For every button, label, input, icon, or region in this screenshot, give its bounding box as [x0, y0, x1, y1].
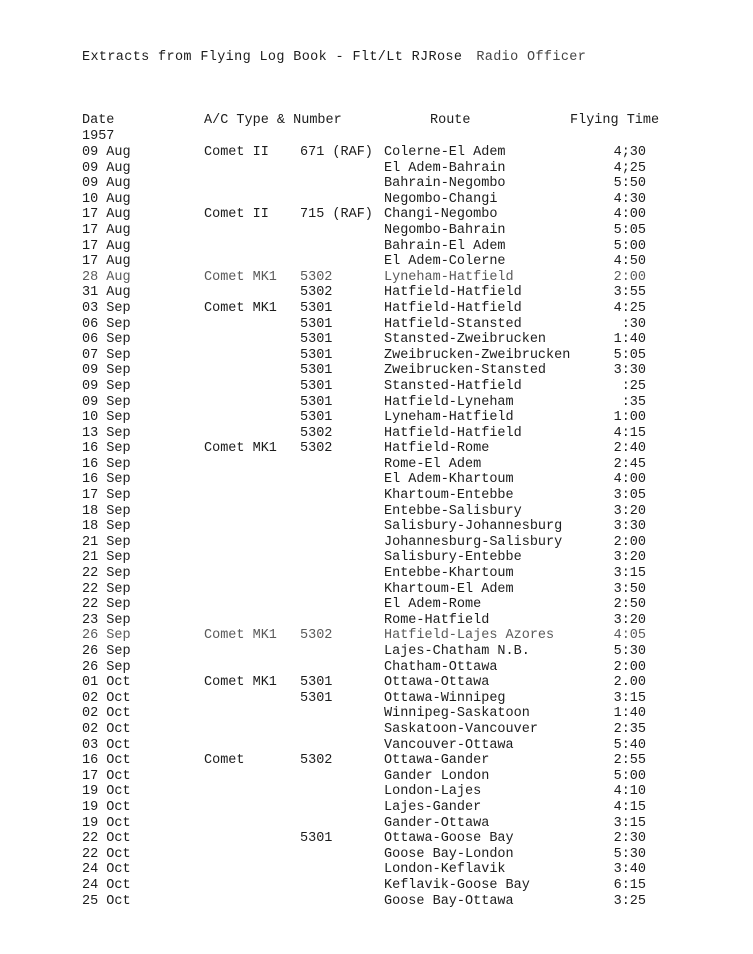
entry-flying-time: 2.00 [613, 675, 646, 691]
entry-route: Zweibrucken-Zweibrucken [384, 347, 571, 363]
entry-route: El Adem-Khartoum [384, 472, 514, 488]
entry-route: Stansted-Zweibrucken [384, 332, 547, 348]
entry-date: 02 Oct [82, 721, 131, 737]
entry-date: 23 Sep [82, 612, 131, 628]
entry-route: Goose Bay-Ottawa [384, 893, 514, 909]
log-entry-row [0, 410, 753, 426]
entry-flying-time: 4:00 [613, 207, 646, 223]
entry-date: 09 Aug [82, 145, 131, 160]
entry-flying-time: 4:15 [613, 425, 646, 441]
log-entries [0, 145, 753, 909]
entry-flying-time: 5:40 [613, 737, 646, 753]
entry-date: 10 Aug [82, 191, 131, 207]
entry-date: 06 Sep [82, 332, 131, 348]
entry-date: 17 Aug [82, 207, 131, 223]
log-entry-row [0, 644, 753, 660]
entry-aircraft-number: 5301 [300, 410, 333, 426]
entry-flying-time: 3:20 [613, 503, 646, 519]
entry-flying-time: 3:05 [613, 488, 646, 504]
log-entry-row [0, 239, 753, 255]
log-entry-row [0, 441, 753, 457]
entry-route: Zweibrucken-Stansted [384, 363, 547, 379]
entry-aircraft-type: Comet MK1 [204, 441, 277, 457]
entry-flying-time: 3:15 [613, 690, 646, 706]
entry-flying-time: 3:20 [613, 612, 646, 628]
entry-route: Rome-Hatfield [384, 612, 490, 628]
entry-route: Hatfield-Lajes Azores [384, 628, 555, 644]
entry-date: 22 Oct [82, 846, 131, 862]
entry-flying-time: 5:50 [613, 176, 646, 192]
entry-aircraft-number: 5302 [300, 628, 333, 644]
log-entry-row [0, 192, 753, 208]
entry-date: 26 Sep [82, 628, 131, 644]
entry-route: Hatfield-Lyneham [384, 394, 514, 410]
log-entry-row [0, 207, 753, 223]
header-ac-type: A/C Type & Number [204, 113, 342, 128]
entry-date: 18 Sep [82, 519, 131, 535]
log-entry-row [0, 395, 753, 411]
entry-flying-time: 1:40 [613, 332, 646, 348]
entry-flying-time: 5:30 [613, 846, 646, 862]
entry-date: 19 Oct [82, 799, 131, 815]
entry-date: 16 Oct [82, 753, 131, 769]
log-entry-row [0, 847, 753, 863]
log-entry-row [0, 254, 753, 270]
entry-flying-time: 4;30 [613, 145, 646, 160]
log-entry-row [0, 301, 753, 317]
log-entry-row [0, 628, 753, 644]
entry-date: 22 Oct [82, 831, 131, 847]
entry-route: Hatfield-Hatfield [384, 300, 522, 316]
entry-route: Stansted-Hatfield [384, 378, 522, 394]
entry-route: Winnipeg-Saskatoon [384, 706, 530, 722]
entry-date: 09 Sep [82, 378, 131, 394]
log-entry-row [0, 691, 753, 707]
entry-date: 16 Sep [82, 456, 131, 472]
entry-aircraft-type: Comet [204, 753, 245, 769]
entry-route: Ottawa-Goose Bay [384, 831, 514, 847]
entry-flying-time: 3:15 [613, 566, 646, 582]
entry-aircraft-type: Comet II [204, 207, 269, 223]
entry-flying-time: 5:05 [613, 347, 646, 363]
entry-route: Negombo-Bahrain [384, 222, 506, 238]
entry-date: 17 Aug [82, 222, 131, 238]
entry-flying-time: 5:30 [613, 644, 646, 659]
entry-flying-time: 1:00 [613, 410, 646, 426]
log-entry-row [0, 582, 753, 598]
entry-date: 03 Oct [82, 737, 131, 753]
entry-date: 02 Oct [82, 690, 131, 706]
entry-aircraft-number: 5301 [300, 363, 333, 379]
log-entry-row [0, 769, 753, 785]
entry-route: El Adem-Bahrain [384, 160, 506, 176]
log-entry-row [0, 223, 753, 239]
log-entry-row [0, 457, 753, 473]
log-entry-row [0, 800, 753, 816]
entry-aircraft-number: 5301 [300, 347, 333, 363]
entry-route: Entebbe-Khartoum [384, 566, 514, 582]
entry-date: 09 Sep [82, 394, 131, 410]
log-entry-row [0, 348, 753, 364]
log-entry-row [0, 566, 753, 582]
entry-aircraft-number: 5302 [300, 285, 333, 301]
entry-route: Bahrain-El Adem [384, 238, 506, 254]
entry-flying-time: 5:00 [613, 768, 646, 784]
log-entry-row [0, 862, 753, 878]
entry-aircraft-number: 5301 [300, 332, 333, 348]
entry-flying-time: 4:25 [613, 300, 646, 316]
entry-flying-time: 4;25 [613, 160, 646, 176]
entry-date: 17 Sep [82, 488, 131, 504]
entry-date: 19 Oct [82, 784, 131, 800]
entry-route: Rome-El Adem [384, 456, 482, 472]
entry-route: Chatham-Ottawa [384, 659, 498, 675]
entry-flying-time: 4:10 [613, 784, 646, 800]
log-entry-row [0, 722, 753, 738]
entry-route: Gander-Ottawa [384, 815, 490, 831]
entry-route: El Adem-Colerne [384, 254, 506, 270]
entry-aircraft-number: 5301 [300, 831, 333, 847]
log-entry-row [0, 597, 753, 613]
entry-route: Johannesburg-Salisbury [384, 534, 563, 550]
entry-date: 02 Oct [82, 706, 131, 722]
entry-aircraft-number: 5301 [300, 675, 333, 691]
entry-date: 22 Sep [82, 597, 131, 613]
entry-aircraft-number: 5301 [300, 394, 333, 410]
entry-date: 10 Sep [82, 410, 131, 426]
role-text: Radio Officer [476, 50, 587, 65]
entry-flying-time: 6:15 [613, 877, 646, 893]
log-entry-row [0, 550, 753, 566]
entry-route: Lajes-Gander [384, 799, 482, 815]
entry-route: Keflavik-Goose Bay [384, 877, 530, 893]
entry-date: 28 Aug [82, 269, 131, 285]
entry-route: Salisbury-Johannesburg [384, 519, 563, 535]
log-entry-row [0, 363, 753, 379]
entry-flying-time: :25 [621, 378, 646, 394]
entry-date: 22 Sep [82, 566, 131, 582]
entry-aircraft-number: 5302 [300, 441, 333, 457]
entry-flying-time: 2:40 [613, 441, 646, 457]
entry-route: Hatfield-Rome [384, 441, 490, 457]
entry-date: 26 Sep [82, 644, 131, 659]
entry-route: London-Keflavik [384, 862, 506, 878]
entry-flying-time: 2:00 [613, 269, 646, 285]
entry-aircraft-number: 5302 [300, 425, 333, 441]
entry-aircraft-type: Comet MK1 [204, 269, 277, 285]
log-entry-row [0, 816, 753, 832]
log-entry-row [0, 472, 753, 488]
entry-date: 21 Sep [82, 550, 131, 566]
entry-flying-time: :35 [621, 394, 646, 410]
log-entry-row [0, 660, 753, 676]
log-entry-row [0, 285, 753, 301]
log-entry-row [0, 332, 753, 348]
log-entry-row [0, 753, 753, 769]
entry-date: 17 Aug [82, 254, 131, 270]
entry-flying-time: 4:00 [613, 472, 646, 488]
entry-date: 16 Sep [82, 441, 131, 457]
log-entry-row [0, 878, 753, 894]
log-entry-row [0, 504, 753, 520]
entry-aircraft-number: 5302 [300, 269, 333, 285]
entry-flying-time: 5:00 [613, 238, 646, 254]
entry-route: Hatfield-Hatfield [384, 425, 522, 441]
entry-date: 31 Aug [82, 285, 131, 301]
entry-aircraft-number: 5301 [300, 690, 333, 706]
entry-flying-time: 3:25 [613, 893, 646, 909]
log-entry-row [0, 831, 753, 847]
entry-flying-time: 2:00 [613, 534, 646, 550]
entry-flying-time: 4:30 [613, 191, 646, 207]
entry-date: 26 Sep [82, 659, 131, 675]
entry-route: Vancouver-Ottawa [384, 737, 514, 753]
entry-flying-time: 3:40 [613, 862, 646, 878]
log-entry-row [0, 784, 753, 800]
title-text: Extracts from Flying Log Book - Flt/Lt RJRose [82, 50, 463, 65]
entry-date: 01 Oct [82, 675, 131, 691]
entry-flying-time: 3:15 [613, 815, 646, 831]
entry-date: 09 Aug [82, 160, 131, 176]
entry-flying-time: 1:40 [613, 706, 646, 722]
log-entry-row [0, 675, 753, 691]
entry-route: Lyneham-Hatfield [384, 410, 514, 426]
entry-flying-time: 3:30 [613, 363, 646, 379]
entry-route: El Adem-Rome [384, 597, 482, 613]
entry-date: 16 Sep [82, 472, 131, 488]
log-entry-row [0, 519, 753, 535]
header-flying-time: Flying Time [570, 113, 660, 128]
entry-route: Entebbe-Salisbury [384, 503, 522, 519]
entry-route: Bahrain-Negombo [384, 176, 506, 192]
entry-flying-time: 3:55 [613, 285, 646, 301]
column-header-row [0, 113, 753, 129]
entry-date: 13 Sep [82, 425, 131, 441]
log-entry-row [0, 270, 753, 286]
log-entry-row [0, 161, 753, 177]
entry-route: Negombo-Changi [384, 191, 498, 207]
entry-aircraft-type: Comet MK1 [204, 675, 277, 691]
header-route: Route [430, 113, 471, 128]
log-entry-row [0, 488, 753, 504]
entry-flying-time: 5:05 [613, 222, 646, 238]
entry-date: 06 Sep [82, 316, 131, 332]
entry-aircraft-number: 5302 [300, 753, 333, 769]
entry-aircraft-type: Comet MK1 [204, 628, 277, 644]
entry-date: 03 Sep [82, 300, 131, 316]
entry-aircraft-type: Comet MK1 [204, 300, 277, 316]
entry-flying-time: 4:05 [613, 628, 646, 644]
entry-date: 24 Oct [82, 877, 131, 893]
entry-aircraft-number: 5301 [300, 378, 333, 394]
entry-flying-time: 2:35 [613, 721, 646, 737]
entry-flying-time: 2:50 [613, 597, 646, 613]
entry-flying-time: 4:15 [613, 799, 646, 815]
year-label: 1957 [82, 129, 115, 144]
entry-date: 09 Aug [82, 176, 131, 192]
log-entry-row [0, 176, 753, 192]
entry-date: 07 Sep [82, 347, 131, 363]
log-entry-row [0, 706, 753, 722]
entry-flying-time: 3:20 [613, 550, 646, 566]
entry-date: 19 Oct [82, 815, 131, 831]
entry-route: Colerne-El Adem [384, 145, 506, 160]
entry-route: Changi-Negombo [384, 207, 498, 223]
entry-flying-time: 2:55 [613, 753, 646, 769]
log-entry-row [0, 379, 753, 395]
entry-route: Ottawa-Gander [384, 753, 490, 769]
entry-route: Salisbury-Entebbe [384, 550, 522, 566]
entry-date: 25 Oct [82, 893, 131, 909]
log-entry-row [0, 426, 753, 442]
entry-route: Gander London [384, 768, 490, 784]
entry-date: 21 Sep [82, 534, 131, 550]
entry-date: 17 Oct [82, 768, 131, 784]
entry-aircraft-number: 671 (RAF) [300, 145, 373, 160]
log-entry-row [0, 535, 753, 551]
entry-flying-time: 3:50 [613, 581, 646, 597]
entry-route: Goose Bay-London [384, 846, 514, 862]
entry-flying-time: 2:45 [613, 456, 646, 472]
entry-date: 22 Sep [82, 581, 131, 597]
entry-date: 09 Sep [82, 363, 131, 379]
log-entry-row [0, 317, 753, 333]
entry-flying-time: :30 [621, 316, 646, 332]
entry-flying-time: 3:30 [613, 519, 646, 535]
entry-flying-time: 4:50 [613, 254, 646, 270]
log-entry-row [0, 738, 753, 754]
entry-aircraft-number: 715 (RAF) [300, 207, 373, 223]
entry-route: London-Lajes [384, 784, 482, 800]
log-entry-row [0, 894, 753, 910]
log-entry-row [0, 145, 753, 161]
entry-route: Khartoum-Entebbe [384, 488, 514, 504]
entry-aircraft-number: 5301 [300, 316, 333, 332]
entry-route: Hatfield-Stansted [384, 316, 522, 332]
entry-route: Ottawa-Winnipeg [384, 690, 506, 706]
entry-aircraft-number: 5301 [300, 300, 333, 316]
entry-aircraft-type: Comet II [204, 145, 269, 160]
entry-date: 17 Aug [82, 238, 131, 254]
entry-route: Khartoum-El Adem [384, 581, 514, 597]
entry-route: Lyneham-Hatfield [384, 269, 514, 285]
header-date: Date [82, 113, 115, 128]
entry-date: 18 Sep [82, 503, 131, 519]
entry-flying-time: 2:00 [613, 659, 646, 675]
entry-route: Saskatoon-Vancouver [384, 721, 538, 737]
entry-flying-time: 2:30 [613, 831, 646, 847]
entry-route: Hatfield-Hatfield [384, 285, 522, 301]
entry-route: Lajes-Chatham N.B. [384, 644, 530, 659]
page-title [82, 50, 586, 65]
entry-date: 24 Oct [82, 862, 131, 878]
log-entry-row [0, 613, 753, 629]
entry-route: Ottawa-Ottawa [384, 675, 490, 691]
